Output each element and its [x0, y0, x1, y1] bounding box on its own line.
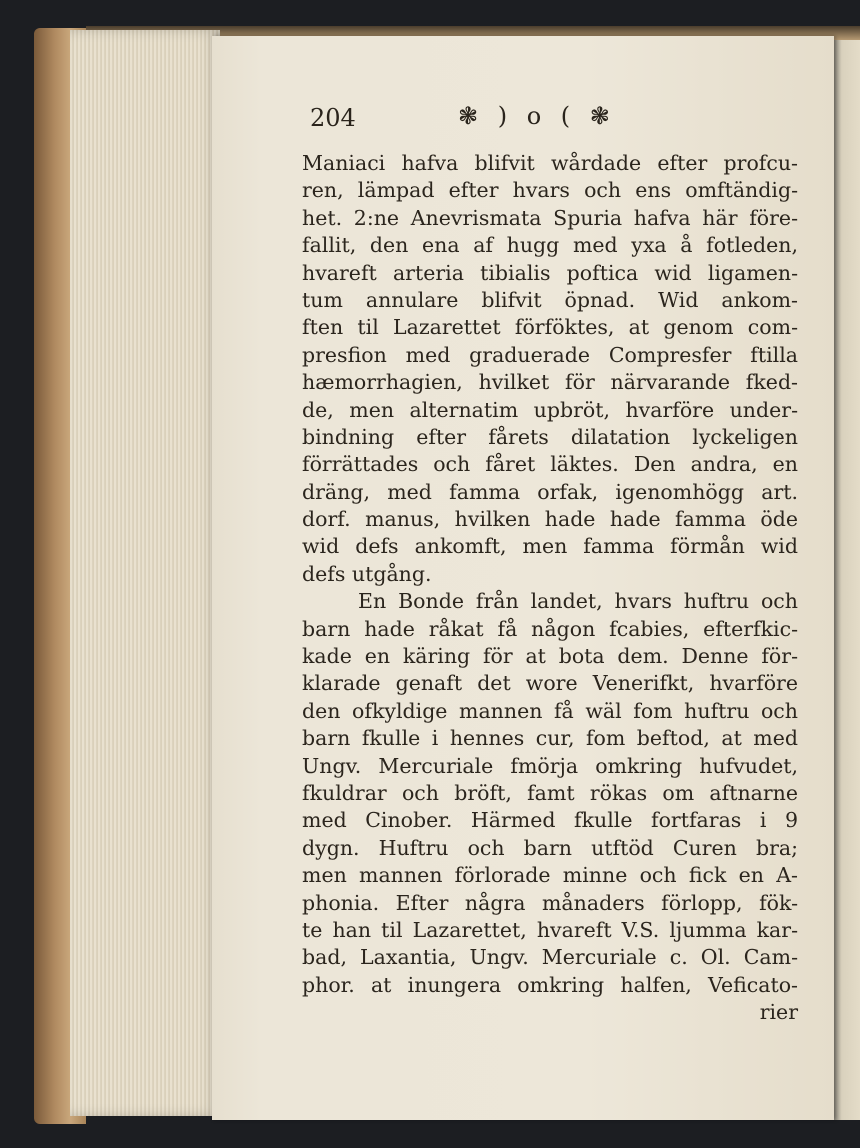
header-ornament: ❃ ) o ( ❃: [458, 102, 616, 130]
catchword: rier: [759, 1000, 798, 1025]
text-line: hæmorrhagien, hvilket för närvarande fked-: [302, 370, 798, 395]
text-line: fkuldrar och bröft, famt rökas om aftnarne: [302, 780, 798, 805]
text-line: förrättades och fåret läktes. Den andra, en: [302, 452, 798, 477]
text-line: Ungv. Mercuriale fmörja omkring hufvudet,: [302, 753, 798, 778]
body-text: [302, 150, 798, 1027]
text-line: wid defs ankomft, men famma förmån wid: [302, 534, 798, 559]
text-line: kade en käring för at bota dem. Denne för-: [302, 644, 798, 669]
paragraph-start-line: En Bonde från landet, hvars huftru och: [358, 589, 798, 614]
page-stack-edge: [70, 30, 220, 1116]
text-line: bindning efter fårets dilatation lyckeligen: [302, 424, 798, 449]
text-line: barn fkulle i hennes cur, fom beftod, at med: [302, 726, 798, 751]
text-line: te han til Lazarettet, hvareft V.S. ljumma kar-: [302, 917, 798, 942]
text-line: het. 2:ne Anevrismata Spuria hafva här före-: [302, 205, 798, 230]
text-line: bad, Laxantia, Ungv. Mercuriale c. Ol. Cam-: [302, 945, 798, 970]
text-line: phor. at inungera omkring halfen, Veficato-: [302, 972, 798, 997]
text-line: den ofkyldige mannen få wäl fom huftru och: [302, 698, 798, 723]
text-line: de, men alternatim upbröt, hvarföre under-: [302, 397, 798, 422]
text-line: barn hade råkat få någon fcabies, efterfkic-: [302, 616, 798, 641]
text-line: med Cinober. Härmed fkulle fortfaras i 9: [302, 808, 798, 833]
text-line: Maniaci hafva blifvit wårdade efter profcu-: [302, 151, 798, 175]
text-line: men mannen förlorade minne och fick en A-: [302, 863, 798, 888]
text-line: tum annulare blifvit öpnad. Wid ankom-: [302, 287, 798, 312]
text-line: ren, lämpad efter hvars och ens omftändig-: [302, 178, 798, 203]
page-number: 204: [310, 104, 356, 132]
text-line: dräng, med famma orfak, igenomhögg art.: [302, 479, 798, 504]
text-line: phonia. Efter några månaders förlopp, fök-: [302, 890, 798, 915]
text-line: klarade genaft det wore Venerifkt, hvarföre: [302, 671, 798, 696]
text-line: dorf. manus, hvilken hade hade famma öde: [302, 507, 798, 532]
page-header: [310, 102, 790, 142]
text-line: ften til Lazarettet förföktes, at genom com-: [302, 315, 798, 340]
text-line: presfion med graduerade Compresfer ftilla: [302, 342, 798, 367]
right-page-edge: [834, 40, 860, 1120]
text-line: fallit, den ena af hugg med yxa å fotleden,: [302, 233, 798, 258]
text-line: dygn. Huftru och barn utftöd Curen bra;: [302, 835, 798, 860]
text-line: defs utgång.: [302, 561, 432, 586]
text-line: hvareft arteria tibialis poftica wid ligamen-: [302, 260, 798, 285]
